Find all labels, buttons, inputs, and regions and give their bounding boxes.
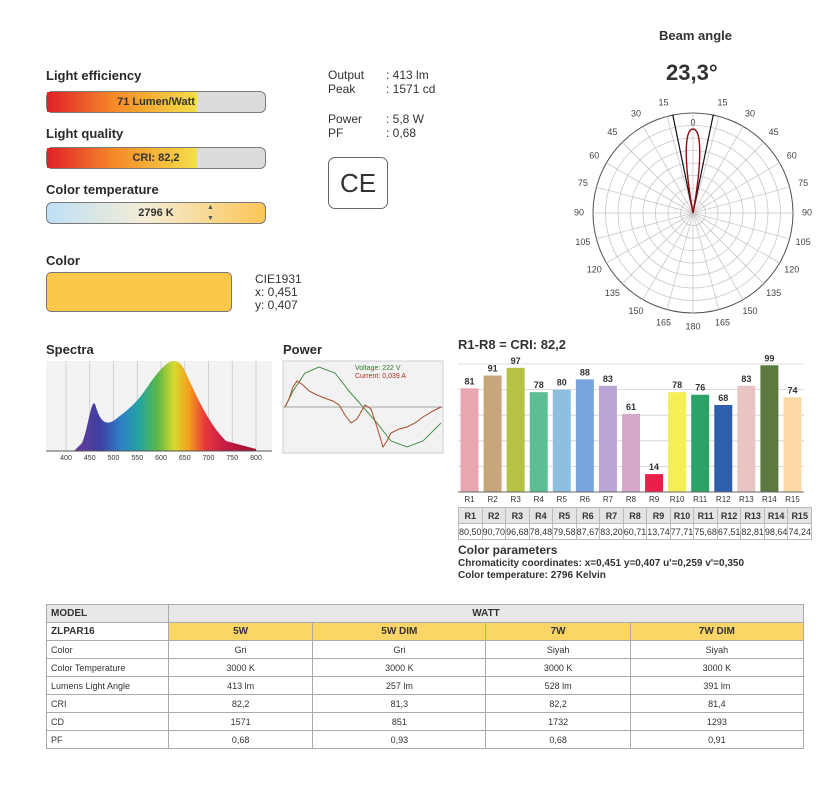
cri-table-header: R14 <box>764 508 788 524</box>
table-row <box>47 677 804 695</box>
spec-value: : 0,68 <box>386 126 417 140</box>
table-row <box>47 731 804 749</box>
polar-angle-label: 30 <box>744 108 756 119</box>
cri-table-header: R13 <box>741 508 765 524</box>
table-header-row <box>47 605 804 623</box>
cri-category-label: R3 <box>510 495 521 504</box>
polar-spoke <box>606 163 693 213</box>
spectra-title: Spectra <box>46 342 94 357</box>
cri-category-label: R2 <box>487 495 498 504</box>
cell: Gri <box>169 641 313 659</box>
cell: Siyah <box>486 641 630 659</box>
cell: 0,91 <box>630 731 803 749</box>
cri-value-label: 80 <box>556 377 567 388</box>
light-efficiency-label: Light efficiency <box>46 68 142 83</box>
polar-angle-label: 90 <box>801 207 813 218</box>
cri-category-label: R6 <box>579 495 590 504</box>
cell: 82,2 <box>169 695 313 713</box>
polar-spoke <box>693 126 743 213</box>
polar-center-label: 0 <box>690 117 696 128</box>
cri-table-value: 87,67 <box>576 524 600 540</box>
cri-table-value: 82,81 <box>741 524 765 540</box>
cri-value-label: 83 <box>741 373 752 384</box>
spectra-tick-label: 450 <box>83 455 96 462</box>
spectra-tick-label: 400 <box>60 455 72 462</box>
cie-block <box>255 273 302 312</box>
cri-bar-r6 <box>576 379 594 492</box>
cri-value-label: 14 <box>649 462 660 473</box>
cri-bar-r14 <box>760 365 778 492</box>
cri-table-value: 80,50 <box>459 524 483 540</box>
polar-spoke <box>596 187 693 213</box>
spec-value: : 5,8 W <box>386 112 425 126</box>
power-chart <box>283 361 443 453</box>
spec-pf <box>328 127 416 140</box>
cell: Gri <box>313 641 486 659</box>
col-header: 7W DIM <box>630 623 803 641</box>
cri-bar-r12 <box>714 405 732 492</box>
model-row <box>47 623 804 641</box>
cri-table-header: R2 <box>482 508 506 524</box>
cri-value-label: 88 <box>579 367 590 378</box>
cri-table-header: R5 <box>553 508 577 524</box>
cri-value-label: 61 <box>625 401 637 412</box>
cri-category-label: R13 <box>738 495 754 504</box>
spectra-tick-label: 500 <box>107 455 120 462</box>
col-header: 7W <box>486 623 630 641</box>
cri-table-value: 83,20 <box>600 524 624 540</box>
chromaticity-text: Chromaticity coordinates: x=0,451 y=0,407 u'=0,259 v'=0,350 <box>458 558 745 569</box>
spec-power <box>328 113 424 126</box>
spec-key: Output <box>328 68 365 82</box>
cri-table-value: 90,70 <box>482 524 506 540</box>
spectra-tick-label: 800 <box>250 455 262 462</box>
table-row <box>47 641 804 659</box>
polar-spoke <box>693 163 780 213</box>
spectra-tick-label: 750 <box>226 455 239 462</box>
cri-table-value: 67,51 <box>717 524 741 540</box>
beam-angle-value: 23,3° <box>666 60 718 85</box>
color-swatch <box>46 272 232 312</box>
watt-header: WATT <box>169 605 804 623</box>
light-quality-value: CRI: 82,2 <box>132 152 180 164</box>
light-efficiency-bar <box>46 91 266 113</box>
polar-angle-label: 135 <box>766 287 782 298</box>
cri-value-label: 91 <box>487 363 498 374</box>
spec-value: : 413 lm <box>386 68 429 82</box>
table-row <box>47 695 804 713</box>
temp-up-arrow-icon: ▲ <box>207 204 214 211</box>
cri-bar-r11 <box>691 395 709 492</box>
cell: 1571 <box>169 713 313 731</box>
polar-spoke <box>622 142 693 213</box>
polar-angle-label: 135 <box>604 287 620 298</box>
polar-angle-label: 165 <box>655 317 672 328</box>
current-label: Current: 0,039 A <box>355 373 406 380</box>
row-label: Lumens Light Angle <box>47 677 169 695</box>
cell: 413 lm <box>169 677 313 695</box>
color-temperature-value: 2796 K <box>138 207 174 219</box>
cri-bar-r5 <box>553 390 571 492</box>
polar-spoke <box>693 187 790 213</box>
color-temperature-bar <box>46 202 266 224</box>
row-label: CD <box>47 713 169 731</box>
cell: 81,3 <box>313 695 486 713</box>
polar-angle-label: 165 <box>714 317 731 328</box>
cri-table-value: 77,71 <box>670 524 694 540</box>
polar-angle-label: 45 <box>607 126 618 137</box>
cri-category-label: R14 <box>762 495 777 504</box>
model-name: ZLPAR16 <box>47 623 169 641</box>
cell: 528 lm <box>486 677 630 695</box>
spectra-chart <box>46 361 272 465</box>
polar-spoke <box>693 142 764 213</box>
cri-value-label: 74 <box>787 385 798 396</box>
cri-value-label: 76 <box>695 382 706 393</box>
cell: 3000 K <box>630 659 803 677</box>
cri-table-value: 98,64 <box>764 524 788 540</box>
cri-table-value: 13,74 <box>647 524 671 540</box>
cri-table-value: 75,68 <box>694 524 718 540</box>
cri-category-label: R8 <box>625 495 637 504</box>
polar-spoke <box>596 213 693 239</box>
cri-category-label: R15 <box>785 495 800 504</box>
spec-output <box>328 69 429 82</box>
voltage-label: Voltage: 222 V <box>355 365 401 372</box>
cri-category-label: R11 <box>693 495 708 504</box>
cri-table-header: R8 <box>623 508 647 524</box>
cie-x: x: 0,451 <box>255 285 298 299</box>
cri-table-header: R15 <box>788 508 812 524</box>
spectra-tick-label: 650 <box>178 455 191 462</box>
cri-value-label: 83 <box>602 373 613 384</box>
cell: Siyah <box>630 641 803 659</box>
cri-bar-r7 <box>599 386 617 492</box>
model-table <box>46 604 804 749</box>
spec-key: Peak <box>328 82 356 96</box>
spectra-tick-label: 700 <box>202 455 215 462</box>
cri-value-label: 81 <box>464 376 475 387</box>
power-title: Power <box>283 342 323 357</box>
polar-spoke <box>622 213 693 284</box>
cri-value-label: 68 <box>718 392 729 403</box>
color-label: Color <box>46 253 80 268</box>
polar-angle-label: 75 <box>798 177 809 188</box>
polar-angle-label: 15 <box>658 97 669 108</box>
temp-down-arrow-icon: ▼ <box>207 215 214 222</box>
cri-bar-r3 <box>507 368 525 492</box>
cell: 257 lm <box>313 677 486 695</box>
cri-bar-r1 <box>461 388 479 492</box>
cell: 3000 K <box>486 659 630 677</box>
cri-table-header: R4 <box>529 508 553 524</box>
cri-table-value: 60,71 <box>623 524 647 540</box>
spec-peak <box>328 83 435 96</box>
cri-category-label: R4 <box>533 495 544 504</box>
cri-value-label: 78 <box>533 380 544 391</box>
polar-spoke <box>667 213 693 310</box>
polar-spoke <box>606 213 693 263</box>
beam-title: Beam angle <box>659 28 732 43</box>
cri-bar-r2 <box>484 376 502 492</box>
spectra-tick-label: 600 <box>155 455 167 462</box>
row-label: Color <box>47 641 169 659</box>
polar-angle-label: 150 <box>742 306 758 317</box>
cri-bar-r10 <box>668 392 686 492</box>
cri-table-header: R1 <box>459 508 483 524</box>
cell: 1732 <box>486 713 630 731</box>
cri-table-header: R12 <box>717 508 741 524</box>
polar-spoke <box>643 126 693 213</box>
polar-spoke <box>693 213 764 284</box>
light-quality-bar <box>46 147 266 169</box>
cell: 81,4 <box>630 695 803 713</box>
cri-bar-r9 <box>645 474 663 492</box>
cri-category-label: R1 <box>464 495 475 504</box>
cri-value-label: 99 <box>764 353 775 364</box>
polar-angle-label: 105 <box>575 236 591 247</box>
cri-table-header: R6 <box>576 508 600 524</box>
polar-angle-label: 150 <box>628 306 644 317</box>
model-header: MODEL <box>47 605 169 623</box>
light-efficiency-value: 71 Lumen/Watt <box>117 96 195 108</box>
color-params-title: Color parameters <box>458 543 558 557</box>
cri-category-label: R9 <box>648 495 660 504</box>
cri-table-value: 74,24 <box>788 524 812 540</box>
cell: 82,2 <box>486 695 630 713</box>
ce-mark-icon: CE <box>328 157 388 209</box>
cri-value-label: 78 <box>672 380 683 391</box>
cri-values-row <box>459 524 812 540</box>
cie-title: CIE1931 <box>255 272 302 286</box>
row-label: CRI <box>47 695 169 713</box>
polar-spoke <box>643 213 693 300</box>
row-label: PF <box>47 731 169 749</box>
cri-table-header: R11 <box>694 508 718 524</box>
polar-angle-label: 120 <box>586 264 602 275</box>
cri-bar-r15 <box>783 397 801 492</box>
cri-bar-r8 <box>622 414 640 492</box>
polar-spoke <box>693 213 743 300</box>
color-temperature-label: Color temperature <box>46 182 159 197</box>
spec-value: : 1571 cd <box>386 82 436 96</box>
cell: 851 <box>313 713 486 731</box>
cri-category-label: R7 <box>602 495 614 504</box>
polar-angle-label: 105 <box>795 236 811 247</box>
polar-spoke <box>693 213 719 310</box>
cri-category-label: R12 <box>715 495 731 504</box>
polar-angle-label: 75 <box>577 177 588 188</box>
color-temp-text: Color temperature: 2796 Kelvin <box>458 570 606 581</box>
table-row <box>47 659 804 677</box>
cri-table-header: R7 <box>600 508 624 524</box>
cri-names-row <box>459 508 812 524</box>
cri-table-header: R9 <box>647 508 671 524</box>
polar-angle-label: 180 <box>685 321 701 332</box>
cri-bar-chart <box>458 350 804 508</box>
polar-angle-label: 30 <box>630 108 642 119</box>
cri-table-value: 78,48 <box>529 524 553 540</box>
polar-angle-label: 60 <box>589 150 600 161</box>
cri-table-value: 79,58 <box>553 524 577 540</box>
polar-angle-label: 120 <box>784 264 800 275</box>
cri-category-label: R10 <box>669 495 685 504</box>
cell: 391 lm <box>630 677 803 695</box>
cell: 3000 K <box>169 659 313 677</box>
cell: 0,68 <box>169 731 313 749</box>
cri-table-value: 96,68 <box>506 524 530 540</box>
beam-polar-chart <box>560 95 816 332</box>
cell: 3000 K <box>313 659 486 677</box>
table-row <box>47 713 804 731</box>
cri-bar-r13 <box>737 386 755 492</box>
cell: 0,68 <box>486 731 630 749</box>
cri-table-header: R3 <box>506 508 530 524</box>
col-header: 5W <box>169 623 313 641</box>
cri-values-table <box>458 507 812 540</box>
cri-table-header: R10 <box>670 508 694 524</box>
light-quality-label: Light quality <box>46 126 124 141</box>
cri-category-label: R5 <box>556 495 567 504</box>
polar-angle-label: 15 <box>717 97 728 108</box>
polar-spoke <box>693 213 780 263</box>
spectra-tick-label: 550 <box>131 455 144 462</box>
polar-angle-label: 90 <box>573 207 585 218</box>
col-header: 5W DIM <box>313 623 486 641</box>
spec-key: PF <box>328 126 344 140</box>
cri-value-label: 97 <box>510 355 521 366</box>
cie-y: y: 0,407 <box>255 298 298 312</box>
cell: 1293 <box>630 713 803 731</box>
cri-chart-title: R1-R8 = CRI: 82,2 <box>458 337 567 352</box>
polar-angle-label: 60 <box>786 150 797 161</box>
polar-angle-label: 45 <box>768 126 779 137</box>
cell: 0,93 <box>313 731 486 749</box>
spec-key: Power <box>328 112 363 126</box>
polar-spoke <box>693 213 790 239</box>
cri-bar-r4 <box>530 392 548 492</box>
row-label: Color Temperature <box>47 659 169 677</box>
